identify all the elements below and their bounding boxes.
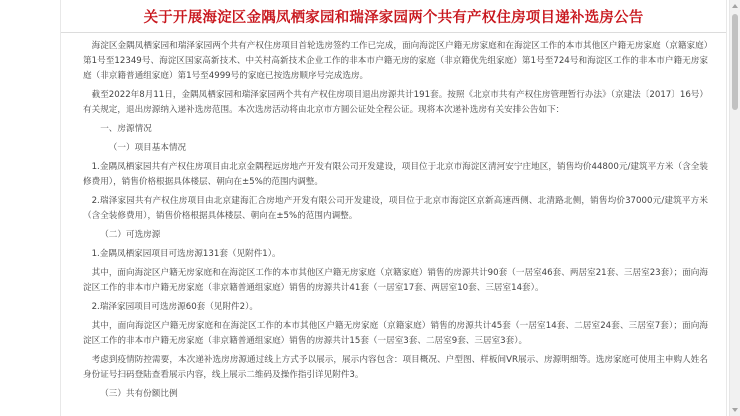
- article-body: [83, 39, 708, 406]
- subsection-heading-share-ratio: （三）共有份额比例: [100, 389, 178, 399]
- scroll-down-arrow-icon[interactable]: [732, 408, 738, 412]
- paragraph-available-2-detail: 其中，面向海淀区户籍无房家庭和在海淀区工作的本市其他区户籍无房家庭（京籍家庭）销售的房源共计45套（一居室14套、二居室24套、三居室7套）；面向海淀区工作的非本市户籍无房家庭（非京籍普通组家庭）销售的房源共计15套（一居室3套、二居室9套、三居室3套）。: [83, 321, 708, 346]
- paragraph-available-1-detail: 其中，面向海淀区户籍无房家庭和在海淀区工作的本市其他区户籍无房家庭（京籍家庭）销售的房源共计90套（一居室46套、两居室21套、三居室23套）；面向海淀区工作的非本市户籍无房家庭（非京籍普通组家庭）销售的房源共计41套（一居室17套、两居室10套、三居室14套）。: [83, 268, 708, 293]
- paragraph-project-2: 2.瑞泽家园共有产权住房项目由北京建海汇合房地产开发有限公司开发建设，项目位于北京市海淀区京新高速西侧、北清路北侧，销售均价37000元/建筑平方米（含全装修费用），销售价格根据具体楼层、朝向在±5%的范围内调整。: [83, 196, 708, 221]
- scroll-up-arrow-icon[interactable]: [732, 4, 738, 8]
- section-heading-housing: 一、房源情况: [100, 124, 152, 134]
- article-title: 关于开展海淀区金隅凤栖家园和瑞泽家园两个共有产权住房项目递补选房公告: [143, 10, 644, 26]
- paragraph-online-display: 考虑到疫情防控需要，本次递补选房房源通过线上方式予以展示，展示内容包含：项目概况、户型图、样板间VR展示、房源明细等。选房家庭可使用主申购人姓名身份证号扫码登陆查看展示内容，线上展示二维码及操作指引详见附件3。: [83, 355, 708, 380]
- subsection-heading-project-info: （一）项目基本情况: [108, 143, 187, 153]
- paragraph-available-1: 1.金隅凤栖家园项目可选房源131套（见附件1）。: [91, 249, 281, 259]
- scrollbar-thumb[interactable]: [732, 14, 738, 110]
- subsection-heading-available: （二）可选房源: [100, 230, 161, 240]
- paragraph-available-2: 2.瑞泽家园项目可选房源60套（见附件2）。: [91, 302, 258, 312]
- paragraph-cutoff: 截至2022年8月11日，金隅凤栖家园和瑞泽家园两个共有产权住房项目退出房源共计191套。按照《北京市共有产权住房管理暂行办法》（京建法〔2017〕16号）有关规定，退出房源纳入递补选房范围。本次选房活动将由北京市方圆公证处全程公证。现将本次递补选房有关安排公告如下：: [83, 90, 708, 115]
- vertical-scrollbar[interactable]: [729, 0, 740, 416]
- article-container: [60, 0, 727, 416]
- paragraph-project-1: 1.金隅凤栖家园共有产权住房项目由北京金隅程远房地产开发有限公司开发建设，项目位于北京市海淀区清河安宁庄地区，销售均价44800元/建筑平方米（含全装修费用），销售价格根据具体楼层、朝向在±5%的范围内调整。: [83, 162, 708, 187]
- title-divider: [61, 32, 726, 33]
- paragraph-intro: 海淀区金隅凤栖家园和瑞泽家园两个共有产权住房项目首轮选房签约工作已完成，面向海淀区户籍无房家庭和在海淀区工作的本市其他区户籍无房家庭（京籍家庭）第1号至12349号、海淀区国家高新技术、中关村高新技术企业工作的非本市户籍无房的家庭（非京籍优先组家庭）第1号至724号和海淀区工作的非本市户籍无房家庭（非京籍普通组家庭）第1号至4999号的家庭已按选房顺序号完成选房。: [83, 41, 708, 81]
